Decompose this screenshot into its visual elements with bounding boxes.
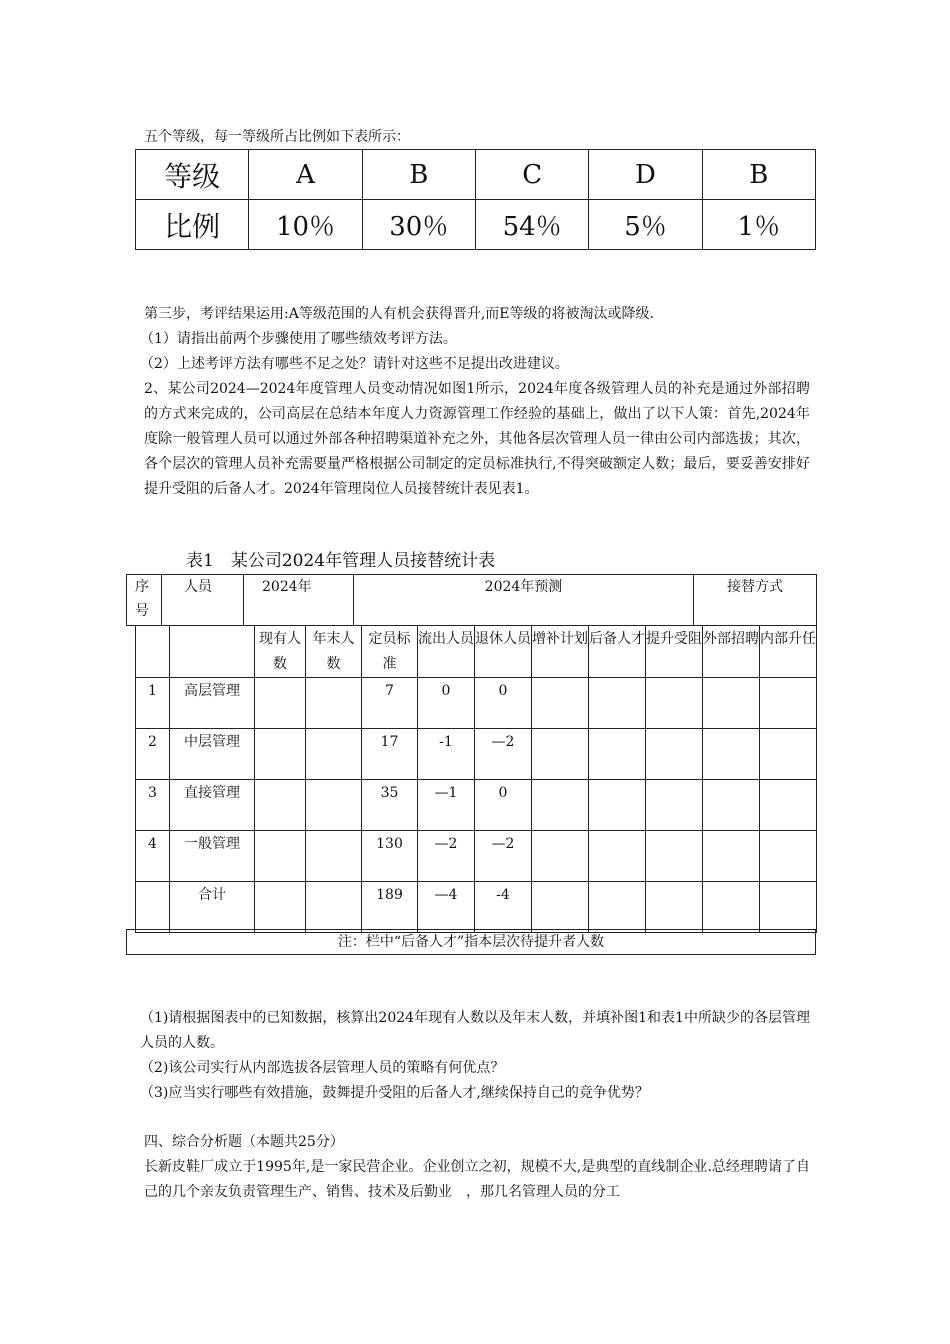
row-cell [589, 729, 646, 780]
row-name: 直接管理 [170, 780, 255, 831]
row-outflow: —4 [418, 882, 475, 933]
row-name: 中层管理 [170, 729, 255, 780]
row-cell [646, 831, 703, 882]
row-current [255, 831, 306, 882]
table1-note: 注：栏中“后备人才”指本层次待提升者人数 [127, 930, 816, 955]
row-cell [760, 882, 817, 933]
row-seq: 2 [136, 729, 170, 780]
table1-caption: 表1 某公司2024年管理人员接替统计表 [186, 551, 496, 571]
row-quota: 35 [362, 780, 418, 831]
row-retire: —2 [475, 729, 532, 780]
row-current [255, 780, 306, 831]
row-name: 高层管理 [170, 678, 255, 729]
row-year-end [306, 729, 362, 780]
subheader-external: 外部招聘 [703, 626, 760, 678]
row-cell [703, 780, 760, 831]
row-cell [589, 678, 646, 729]
row-current [255, 729, 306, 780]
table1-header [126, 574, 817, 626]
grade-cell: B [702, 150, 815, 200]
subheader-empty [136, 626, 170, 678]
header-forecast: 2024年预测 [354, 575, 694, 626]
question-2-3: （3)应当实行哪些有效措施，鼓舞提升受阻的后备人才,继续保持自己的竞争优势？ [140, 1085, 649, 1101]
row-cell [760, 831, 817, 882]
grade-row-label: 等级 [136, 150, 249, 200]
subheader-retire: 退休人员 [475, 626, 532, 678]
ratio-cell: 30％ [362, 200, 475, 250]
row-cell [760, 678, 817, 729]
table-row [136, 831, 817, 882]
row-year-end [306, 780, 362, 831]
subheader-quota: 定员标准 [362, 626, 418, 678]
row-outflow: —1 [418, 780, 475, 831]
row-quota: 17 [362, 729, 418, 780]
row-current [255, 678, 306, 729]
header-person: 人员 [162, 575, 244, 626]
row-cell [703, 678, 760, 729]
header-method: 接替方式 [694, 575, 817, 626]
row-cell [646, 678, 703, 729]
row-cell [532, 729, 589, 780]
row-retire: 0 [475, 780, 532, 831]
grade-row [136, 150, 816, 200]
row-cell [646, 729, 703, 780]
section4-title: 四、综合分析题（本题共25分） [144, 1134, 344, 1150]
row-retire: —2 [475, 831, 532, 882]
subheader-current: 现有人数 [255, 626, 306, 678]
ratio-row-label: 比例 [136, 200, 249, 250]
row-cell [589, 780, 646, 831]
table1-note-table [126, 929, 816, 955]
row-quota: 130 [362, 831, 418, 882]
ratio-cell: 5％ [589, 200, 702, 250]
question-2-2: （2)该公司实行从内部选拔各层管理人员的策略有何优点？ [140, 1060, 505, 1076]
grade-cell: A [249, 150, 362, 200]
row-seq: 1 [136, 678, 170, 729]
subheader-year-end: 年末人数 [306, 626, 362, 678]
header-year: 2024年 [244, 575, 354, 626]
row-name: 一般管理 [170, 831, 255, 882]
subheader-outflow: 流出人员 [418, 626, 475, 678]
subheader-supplement: 增补计划 [532, 626, 589, 678]
row-cell [532, 882, 589, 933]
row-cell [703, 882, 760, 933]
row-retire: -4 [475, 882, 532, 933]
table-row [136, 780, 817, 831]
subheader-internal: 内部升任 [760, 626, 817, 678]
row-cell [589, 831, 646, 882]
row-cell [646, 882, 703, 933]
row-cell [532, 780, 589, 831]
row-quota: 189 [362, 882, 418, 933]
subheader-reserve: 后备人才 [589, 626, 646, 678]
row-seq: 4 [136, 831, 170, 882]
subheader-row [136, 626, 817, 678]
row-year-end [306, 831, 362, 882]
ratio-cell: 10％ [249, 200, 362, 250]
row-cell [532, 831, 589, 882]
row-retire: 0 [475, 678, 532, 729]
question-2-1: （1)请根据图表中的已知数据，核算出2024年现有人数以及年末人数，并填补图1和表1中所缺少的各层管理人员的人数。 [140, 1010, 810, 1051]
table1-body [135, 625, 817, 933]
ratio-cell: 54％ [475, 200, 588, 250]
row-seq: 3 [136, 780, 170, 831]
row-outflow: —2 [418, 831, 475, 882]
ratio-cell: 1％ [702, 200, 815, 250]
row-cell [760, 780, 817, 831]
grade-table [135, 149, 816, 250]
row-year-end [306, 882, 362, 933]
grade-cell: C [475, 150, 588, 200]
row-cell [703, 831, 760, 882]
case2-paragraph: 2、某公司2024—2024年度管理人员变动情况如图1所示，2024年度各级管理人员的补充是通过外部招聘的方式来完成的，公司高层在总结本年度人力资源管理工作经验的基础上，做出了以下人策：首先,2024年度除一般管理人员可以通过外部各种招聘渠道补充之外，其他各层次管理人员一律由公司内部选拔；其次，各个层次的管理人员补充需要量严格根据公司制定的定员标准执行,不得突破额定人数；最后，要妥善安排好提升受阻的后备人才。2024年管理岗位人员接替统计表见表1。 [144, 381, 810, 497]
row-outflow: -1 [418, 729, 475, 780]
row-cell [703, 729, 760, 780]
intro-line: 五个等级，每一等级所占比例如下表所示： [144, 129, 410, 145]
table-row [136, 729, 817, 780]
subheader-empty [170, 626, 255, 678]
grade-cell: B [362, 150, 475, 200]
row-year-end [306, 678, 362, 729]
row-outflow: 0 [418, 678, 475, 729]
subheader-blocked: 提升受阻 [646, 626, 703, 678]
row-seq [136, 882, 170, 933]
question-2: （2）上述考评方法有哪些不足之处？请针对这些不足提出改进建议。 [140, 356, 569, 372]
row-cell [646, 780, 703, 831]
row-cell [589, 882, 646, 933]
step3-text: 第三步，考评结果运用:A等级范围的人有机会获得晋升,而E等级的将被淘汰或降级. [144, 306, 654, 322]
row-current [255, 882, 306, 933]
question-1: （1）请指出前两个步骤使用了哪些绩效考评方法。 [140, 331, 457, 347]
table-row [136, 678, 817, 729]
row-name: 合计 [170, 882, 255, 933]
section4-paragraph: 长新皮鞋厂成立于1995年,是一家民营企业。企业创立之初，规模不大,是典型的直线制企业.总经理聘请了自己的几个亲友负责管理生产、销售、技术及后勤业 ，那几名管理人员的分工 [144, 1159, 810, 1200]
row-quota: 7 [362, 678, 418, 729]
ratio-row [136, 200, 816, 250]
grade-cell: D [589, 150, 702, 200]
row-cell [760, 729, 817, 780]
table-row-total [136, 882, 817, 933]
row-cell [532, 678, 589, 729]
header-seq: 序号 [127, 575, 162, 626]
